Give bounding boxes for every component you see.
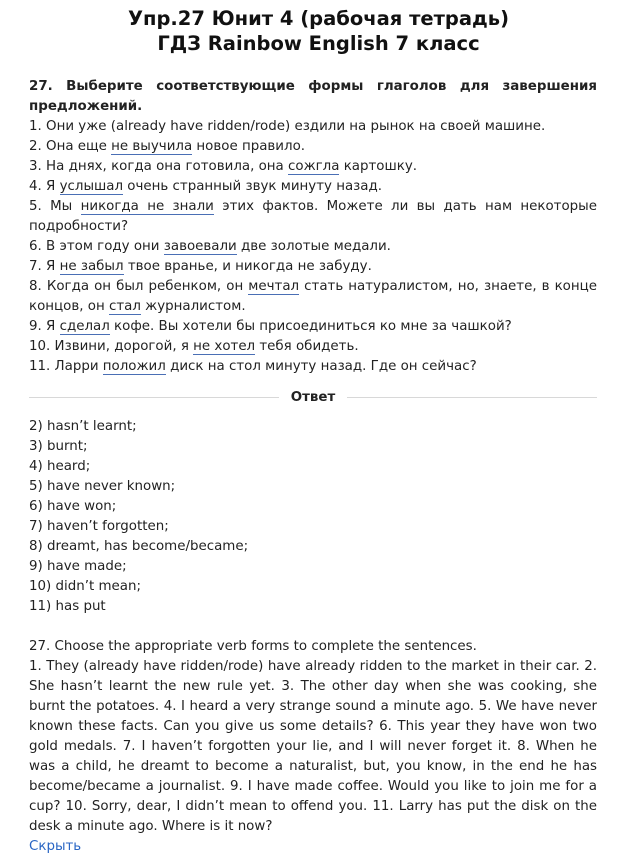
underlined-verb: не выучила: [111, 139, 193, 154]
answer-item: 3) burnt;: [29, 439, 88, 454]
sentence-text: очень странный звук минуту назад.: [123, 179, 382, 194]
title-line-1: Упр.27 Юнит 4 (рабочая тетрадь): [127, 7, 510, 30]
translation-heading: 27. Choose the appropriate verb forms to complete the sentences.: [29, 639, 477, 654]
underlined-verb: завоевали: [163, 239, 237, 254]
task-sentence: [29, 357, 597, 377]
sentence-text: 10. Извини, дорогой, я: [29, 339, 194, 354]
underlined-verb: не хотел: [193, 339, 256, 354]
sentence-text: 2. Она еще: [29, 139, 112, 154]
task-heading: 27. Выберите соответствующие формы глаголов для завершения предложений.: [29, 79, 597, 114]
page: [0, 0, 637, 56]
task-sentence: [29, 257, 597, 277]
underlined-verb: сожгла: [288, 159, 340, 174]
sentence-text: 9. Я: [29, 319, 60, 334]
sentence-text: твое вранье, и никогда не забуду.: [123, 259, 372, 274]
sentence-text: 11. Ларри: [29, 359, 103, 374]
sentence-text: 5. Мы: [29, 199, 81, 214]
hide-link[interactable]: Скрыть: [29, 839, 82, 854]
task-sentence: [29, 277, 597, 317]
underlined-verb: услышал: [59, 179, 124, 194]
sentence-text: две золотые медали.: [236, 239, 391, 254]
answer-item: 9) have made;: [29, 559, 127, 574]
task-sentence: [29, 317, 597, 337]
task-sentence: [29, 117, 597, 137]
task-sentence: [29, 337, 597, 357]
answer-item: 7) haven’t forgotten;: [29, 519, 169, 534]
task-block: [29, 77, 597, 377]
task-sentence: [29, 177, 597, 197]
answer-item: 2) hasn’t learnt;: [29, 419, 137, 434]
answer-item: 5) have never known;: [29, 479, 176, 494]
answer-heading: Ответ: [290, 390, 336, 405]
answer-item: 4) heard;: [29, 459, 91, 474]
sentence-text: 1. Они уже (already have ridden/rode) ездили на рынок на своей машине.: [29, 119, 546, 134]
task-sentence: [29, 197, 597, 237]
answer-item: 6) have won;: [29, 499, 117, 514]
underlined-verb: не забыл: [59, 259, 124, 274]
underlined-verb: никогда не знали: [80, 199, 214, 214]
translation-block: [29, 637, 597, 857]
sentence-text: картошку.: [339, 159, 418, 174]
underlined-verb: стал: [108, 299, 141, 314]
task-sentence: [29, 237, 597, 257]
task-sentence: [29, 157, 597, 177]
underlined-verb: сделал: [59, 319, 110, 334]
sentence-text: стать натуралистом, но, знаете, в конце концов, он: [29, 279, 597, 314]
answer-divider: [29, 388, 597, 408]
page-title: [0, 6, 637, 56]
sentence-text: этих фактов. Можете ли вы дать нам некоторые подробности?: [29, 199, 597, 234]
underlined-verb: положил: [102, 359, 166, 374]
title-line-2: ГДЗ Rainbow English 7 класс: [157, 32, 480, 55]
sentence-text: диск на стол минуту назад. Где он сейчас?: [165, 359, 477, 374]
sentence-text: новое правило.: [192, 139, 306, 154]
sentence-text: 4. Я: [29, 179, 60, 194]
answer-item: 10) didn’t mean;: [29, 579, 141, 594]
task-sentence: [29, 137, 597, 157]
task-sentences: [29, 117, 597, 377]
sentence-text: 3. На днях, когда она готовила, она: [29, 159, 289, 174]
sentence-text: 8. Когда он был ребенком, он: [29, 279, 249, 294]
answer-item: 8) dreamt, has become/became;: [29, 539, 249, 554]
sentence-text: 6. В этом году они: [29, 239, 164, 254]
sentence-text: тебя обидеть.: [255, 339, 359, 354]
sentence-text: журналистом.: [140, 299, 246, 314]
sentence-text: 7. Я: [29, 259, 60, 274]
answer-item: 11) has put: [29, 599, 106, 614]
sentence-text: кофе. Вы хотели бы присоединиться ко мне за чашкой?: [109, 319, 512, 334]
translation-body: 1. They (already have ridden/rode) have already ridden to the market in their car. 2. She hasn’t learnt the new rule yet. 3. The other day when she was cooking, she burnt the potatoes. 4. I heard a very strange sound a minute ago. 5. We have never known these facts. Can you give us some details? 6. This year they have won two gold medals. 7. I haven’t forgotten your lie, and I will never forget it. 8. When he was a child, he dreamt to become a naturalist, but, you know, in the end he has become/became a journalist. 9. I have made coffee. Would you like to join me for a cup? 10. Sorry, dear, I didn’t mean to offend you. 11. Larry has put the disk on the desk a minute ago. Where is it now?: [29, 659, 597, 834]
underlined-verb: мечтал: [248, 279, 300, 294]
answers-list: [29, 417, 597, 617]
